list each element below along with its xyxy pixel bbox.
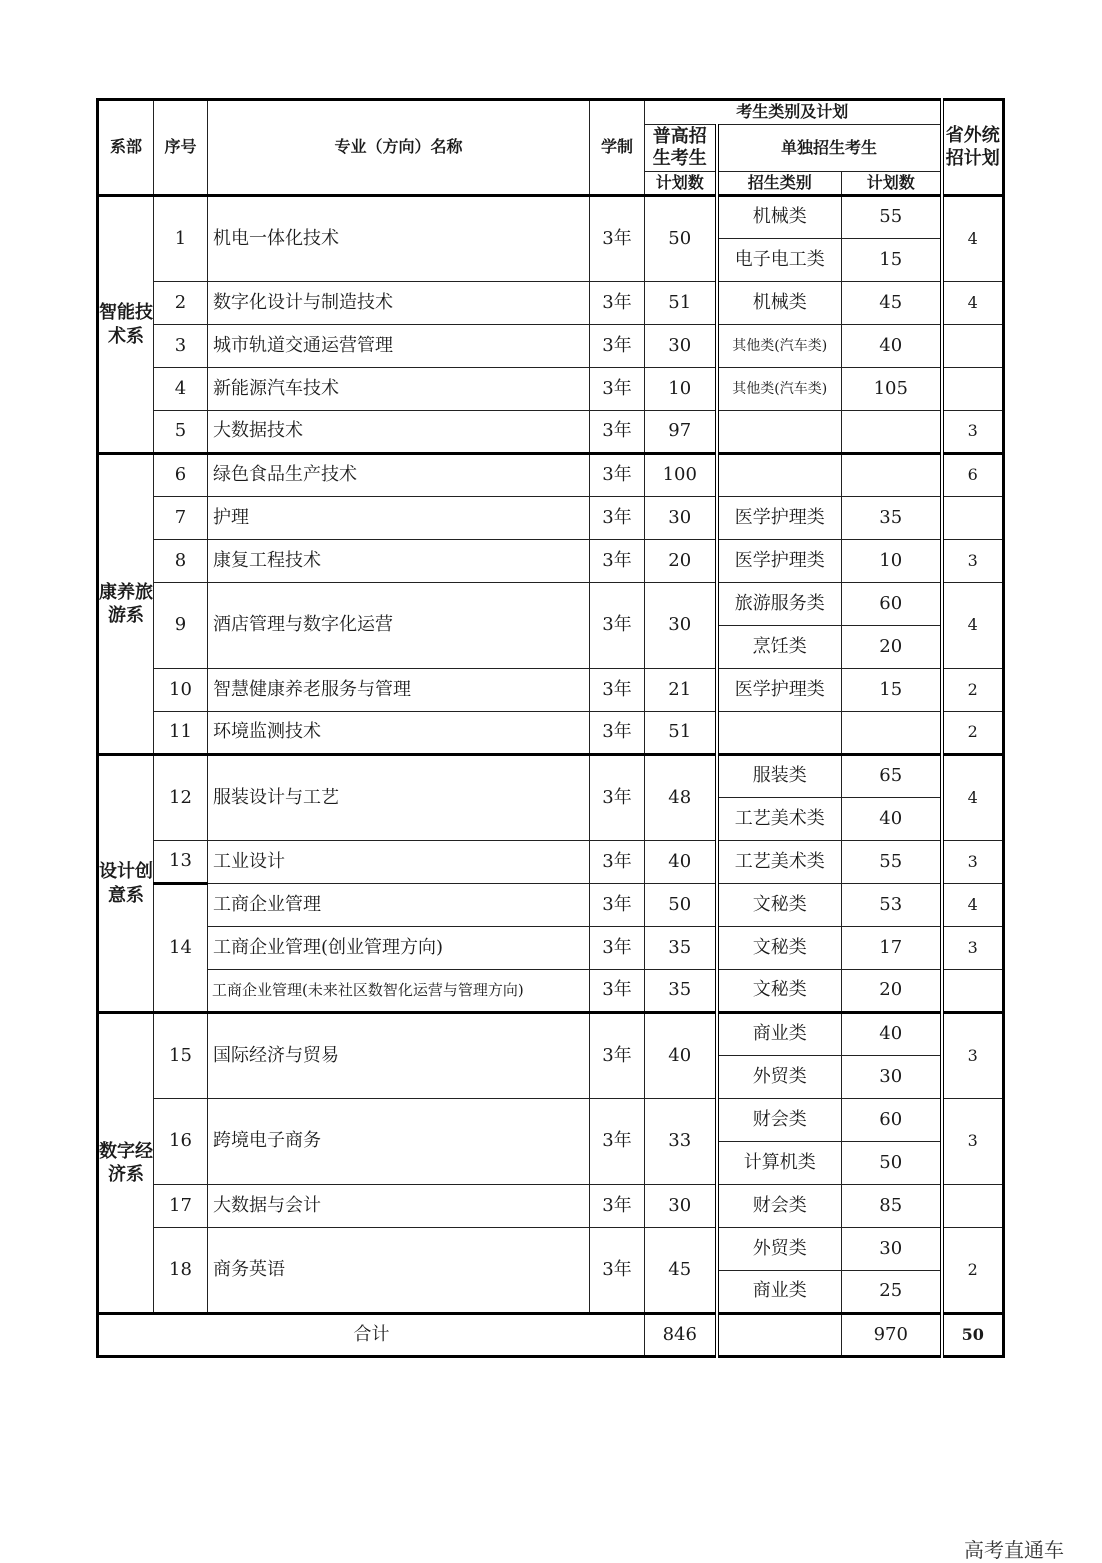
- row-general-plan: 48: [645, 755, 717, 841]
- total-row: [98, 1314, 1004, 1357]
- row-enroll-category: [717, 454, 842, 497]
- row-general-plan: 51: [645, 712, 717, 755]
- row-out-of-province: 3: [942, 411, 1004, 454]
- row-independent-plan: 15: [842, 669, 942, 712]
- row-enroll-category: 机械类: [717, 282, 842, 325]
- row-independent-plan: 25: [842, 1271, 942, 1314]
- row-seq: 8: [154, 540, 208, 583]
- row-general-plan: 10: [645, 368, 717, 411]
- row-enroll-category: 文秘类: [717, 927, 842, 970]
- enrollment-plan-table: [96, 98, 1005, 1358]
- table-row: [98, 1099, 1004, 1142]
- row-general-plan: 35: [645, 927, 717, 970]
- row-out-of-province: 3: [942, 841, 1004, 884]
- total-label: 合计: [98, 1314, 645, 1357]
- row-enroll-category: 外贸类: [717, 1228, 842, 1271]
- row-independent-plan: 40: [842, 1013, 942, 1056]
- row-general-plan: 30: [645, 325, 717, 368]
- header-dept: 系部: [98, 100, 154, 196]
- row-independent-plan: 105: [842, 368, 942, 411]
- row-enroll-category: 医学护理类: [717, 497, 842, 540]
- row-duration: 3年: [590, 884, 645, 927]
- header-independent-students: 单独招生考生: [717, 125, 942, 172]
- table-row: [98, 282, 1004, 325]
- row-major: 护理: [208, 497, 590, 540]
- header-plan-count: 计划数: [645, 172, 717, 196]
- row-independent-plan: 35: [842, 497, 942, 540]
- table-row: [98, 927, 1004, 970]
- row-major: 大数据与会计: [208, 1185, 590, 1228]
- row-independent-plan: 20: [842, 970, 942, 1013]
- table-row: [98, 1185, 1004, 1228]
- row-enroll-category: 商业类: [717, 1271, 842, 1314]
- row-seq: 4: [154, 368, 208, 411]
- department-name: 康养旅游系: [98, 454, 154, 755]
- row-duration: 3年: [590, 1228, 645, 1314]
- row-duration: 3年: [590, 755, 645, 841]
- row-duration: 3年: [590, 1185, 645, 1228]
- row-seq: 9: [154, 583, 208, 669]
- row-out-of-province: 2: [942, 669, 1004, 712]
- row-out-of-province: [942, 325, 1004, 368]
- row-seq: 11: [154, 712, 208, 755]
- row-major: 跨境电子商务: [208, 1099, 590, 1185]
- row-independent-plan: 17: [842, 927, 942, 970]
- row-seq: 16: [154, 1099, 208, 1185]
- row-enroll-category: 电子电工类: [717, 239, 842, 282]
- row-major: 康复工程技术: [208, 540, 590, 583]
- row-duration: 3年: [590, 411, 645, 454]
- row-general-plan: 51: [645, 282, 717, 325]
- header-seq: 序号: [154, 100, 208, 196]
- row-independent-plan: [842, 712, 942, 755]
- row-seq: 3: [154, 325, 208, 368]
- row-general-plan: 30: [645, 583, 717, 669]
- row-general-plan: 30: [645, 1185, 717, 1228]
- row-independent-plan: 20: [842, 626, 942, 669]
- row-major: 新能源汽车技术: [208, 368, 590, 411]
- row-duration: 3年: [590, 196, 645, 282]
- row-enroll-category: 计算机类: [717, 1142, 842, 1185]
- row-out-of-province: 4: [942, 755, 1004, 841]
- row-duration: 3年: [590, 325, 645, 368]
- row-major: 服装设计与工艺: [208, 755, 590, 841]
- row-major: 机电一体化技术: [208, 196, 590, 282]
- row-duration: 3年: [590, 583, 645, 669]
- row-enroll-category: 服装类: [717, 755, 842, 798]
- table-row: [98, 540, 1004, 583]
- row-out-of-province: [942, 497, 1004, 540]
- row-general-plan: 45: [645, 1228, 717, 1314]
- row-enroll-category: 烹饪类: [717, 626, 842, 669]
- row-duration: 3年: [590, 1099, 645, 1185]
- table-row: [98, 970, 1004, 1013]
- row-duration: 3年: [590, 454, 645, 497]
- row-major: 工业设计: [208, 841, 590, 884]
- row-duration: 3年: [590, 1013, 645, 1099]
- row-major: 工商企业管理(未来社区数智化运营与管理方向): [208, 970, 590, 1013]
- row-out-of-province: 2: [942, 1228, 1004, 1314]
- row-duration: 3年: [590, 712, 645, 755]
- department-name: 智能技术系: [98, 196, 154, 454]
- row-general-plan: 40: [645, 1013, 717, 1099]
- row-independent-plan: [842, 411, 942, 454]
- row-enroll-category: 机械类: [717, 196, 842, 239]
- header-plan-count-2: 计划数: [842, 172, 942, 196]
- row-independent-plan: 40: [842, 798, 942, 841]
- row-major: 工商企业管理: [208, 884, 590, 927]
- row-major: 城市轨道交通运营管理: [208, 325, 590, 368]
- table-row: [98, 669, 1004, 712]
- table-row: [98, 368, 1004, 411]
- row-independent-plan: 45: [842, 282, 942, 325]
- row-general-plan: 20: [645, 540, 717, 583]
- header-out-of-province: 省外统招计划: [942, 100, 1004, 196]
- row-general-plan: 33: [645, 1099, 717, 1185]
- total-category: [717, 1314, 842, 1357]
- row-independent-plan: 60: [842, 583, 942, 626]
- table-row: [98, 712, 1004, 755]
- table-row: [98, 411, 1004, 454]
- row-duration: 3年: [590, 669, 645, 712]
- row-major: 数字化设计与制造技术: [208, 282, 590, 325]
- row-enroll-category: 外贸类: [717, 1056, 842, 1099]
- department-name: 设计创意系: [98, 755, 154, 1013]
- header-general-students: 普高招生考生: [645, 125, 717, 172]
- table-row: [98, 1228, 1004, 1271]
- row-major: 绿色食品生产技术: [208, 454, 590, 497]
- row-duration: 3年: [590, 841, 645, 884]
- row-seq: 12: [154, 755, 208, 841]
- row-major: 环境监测技术: [208, 712, 590, 755]
- row-general-plan: 35: [645, 970, 717, 1013]
- row-enroll-category: 旅游服务类: [717, 583, 842, 626]
- total-independent: 970: [842, 1314, 942, 1357]
- row-independent-plan: 55: [842, 841, 942, 884]
- table-row: [98, 755, 1004, 798]
- row-out-of-province: 3: [942, 1013, 1004, 1099]
- row-enroll-category: 医学护理类: [717, 540, 842, 583]
- row-independent-plan: 60: [842, 1099, 942, 1142]
- row-enroll-category: 文秘类: [717, 970, 842, 1013]
- table-row: [98, 841, 1004, 884]
- row-general-plan: 21: [645, 669, 717, 712]
- row-enroll-category: 其他类(汽车类): [717, 368, 842, 411]
- row-independent-plan: 10: [842, 540, 942, 583]
- header-major: 专业（方向）名称: [208, 100, 590, 196]
- row-enroll-category: 财会类: [717, 1099, 842, 1142]
- row-general-plan: 50: [645, 884, 717, 927]
- row-duration: 3年: [590, 927, 645, 970]
- row-duration: 3年: [590, 540, 645, 583]
- total-out-of-province: 50: [942, 1314, 1004, 1357]
- row-out-of-province: 4: [942, 282, 1004, 325]
- row-enroll-category: 医学护理类: [717, 669, 842, 712]
- row-out-of-province: [942, 970, 1004, 1013]
- row-independent-plan: 55: [842, 196, 942, 239]
- department-name: 数字经济系: [98, 1013, 154, 1314]
- row-seq: 7: [154, 497, 208, 540]
- row-independent-plan: 65: [842, 755, 942, 798]
- row-independent-plan: 15: [842, 239, 942, 282]
- table-row: [98, 454, 1004, 497]
- row-major: 国际经济与贸易: [208, 1013, 590, 1099]
- row-enroll-category: [717, 411, 842, 454]
- row-duration: 3年: [590, 368, 645, 411]
- watermark: 高考直通车: [964, 1538, 1064, 1562]
- row-independent-plan: 50: [842, 1142, 942, 1185]
- table-row: [98, 196, 1004, 239]
- table-row: [98, 497, 1004, 540]
- header-duration: 学制: [590, 100, 645, 196]
- row-duration: 3年: [590, 282, 645, 325]
- table-row: [98, 884, 1004, 927]
- row-out-of-province: 3: [942, 540, 1004, 583]
- row-seq: 5: [154, 411, 208, 454]
- row-general-plan: 100: [645, 454, 717, 497]
- table-row: [98, 583, 1004, 626]
- row-independent-plan: 30: [842, 1228, 942, 1271]
- header-category-plan: 考生类别及计划: [645, 100, 942, 125]
- row-out-of-province: 2: [942, 712, 1004, 755]
- total-general: 846: [645, 1314, 717, 1357]
- row-major: 工商企业管理(创业管理方向): [208, 927, 590, 970]
- row-enroll-category: 工艺美术类: [717, 798, 842, 841]
- row-enroll-category: 财会类: [717, 1185, 842, 1228]
- row-out-of-province: [942, 1185, 1004, 1228]
- row-out-of-province: 4: [942, 583, 1004, 669]
- row-major: 智慧健康养老服务与管理: [208, 669, 590, 712]
- row-out-of-province: 6: [942, 454, 1004, 497]
- row-out-of-province: 4: [942, 884, 1004, 927]
- row-independent-plan: 40: [842, 325, 942, 368]
- header-enroll-category: 招生类别: [717, 172, 842, 196]
- row-independent-plan: 30: [842, 1056, 942, 1099]
- row-duration: 3年: [590, 497, 645, 540]
- row-seq: 18: [154, 1228, 208, 1314]
- row-seq: 17: [154, 1185, 208, 1228]
- row-major: 酒店管理与数字化运营: [208, 583, 590, 669]
- row-seq: 15: [154, 1013, 208, 1099]
- row-out-of-province: 3: [942, 927, 1004, 970]
- row-seq: 1: [154, 196, 208, 282]
- row-general-plan: 50: [645, 196, 717, 282]
- row-independent-plan: [842, 454, 942, 497]
- row-out-of-province: 4: [942, 196, 1004, 282]
- row-major: 商务英语: [208, 1228, 590, 1314]
- row-out-of-province: 3: [942, 1099, 1004, 1185]
- row-duration: 3年: [590, 970, 645, 1013]
- row-independent-plan: 85: [842, 1185, 942, 1228]
- row-enroll-category: 其他类(汽车类): [717, 325, 842, 368]
- row-general-plan: 30: [645, 497, 717, 540]
- row-major: 大数据技术: [208, 411, 590, 454]
- table-row: [98, 1013, 1004, 1056]
- row-enroll-category: 文秘类: [717, 884, 842, 927]
- row-enroll-category: [717, 712, 842, 755]
- row-general-plan: 97: [645, 411, 717, 454]
- row-seq: 6: [154, 454, 208, 497]
- table-row: [98, 325, 1004, 368]
- row-enroll-category: 商业类: [717, 1013, 842, 1056]
- row-general-plan: 40: [645, 841, 717, 884]
- row-seq: 14: [154, 884, 208, 1013]
- row-seq: 2: [154, 282, 208, 325]
- row-independent-plan: 53: [842, 884, 942, 927]
- row-seq: 10: [154, 669, 208, 712]
- row-enroll-category: 工艺美术类: [717, 841, 842, 884]
- row-out-of-province: [942, 368, 1004, 411]
- row-seq: 13: [154, 841, 208, 884]
